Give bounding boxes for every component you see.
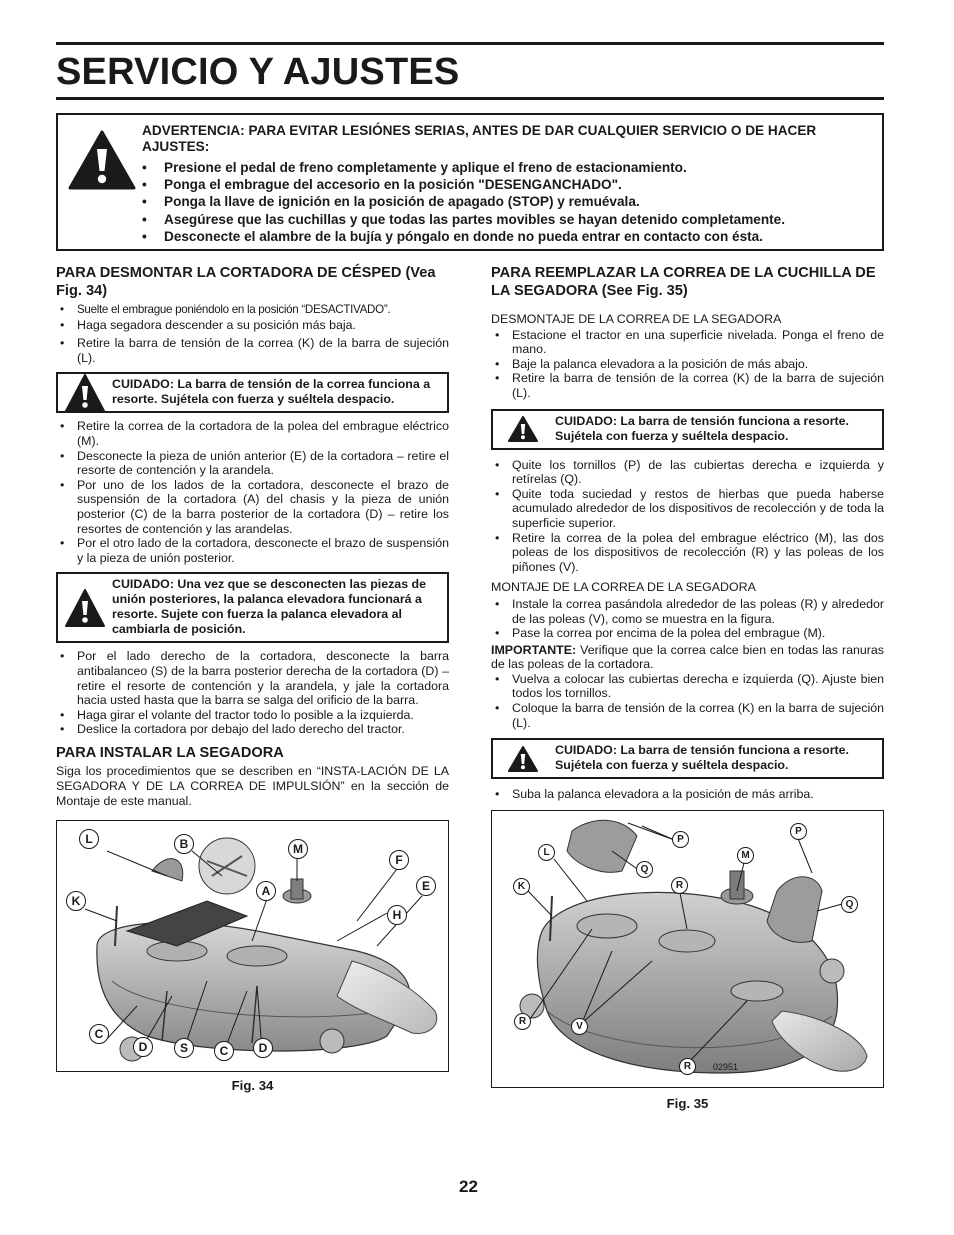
list-item: • Baje la palanca elevadora a la posición de más abajo. — [495, 356, 809, 371]
list-item: • Suba la palanca elevadora a la posición de más arriba. — [495, 787, 814, 802]
warning-triangle-icon — [507, 745, 539, 773]
callout-P: P — [672, 831, 689, 848]
list-item: • Coloque la barra de tensión de la correa (K) en la barra de sujeción (L). — [495, 701, 884, 730]
figure-35 — [491, 810, 884, 1088]
list-item: • Por el otro lado de la cortadora, desconecte el brazo de suspensión y la pieza de unión posterior. — [60, 536, 449, 565]
list-item-text: Suelte el embrague poniéndolo en la posición “DESACTIVADO”. — [77, 303, 391, 316]
important-text: Verifique que la correa calce bien en todas las ranuras de las poleas de la cortadora. — [491, 642, 884, 672]
warning-box — [56, 113, 884, 251]
callout-F: F — [389, 850, 409, 870]
list-item: • Deslice la cortadora por debajo del lado derecho del tractor. — [60, 722, 405, 737]
mounting-steps-list-2 — [491, 672, 884, 730]
callout-S: S — [174, 1038, 194, 1058]
page-number: 22 — [459, 1177, 478, 1196]
removal-steps-list-2 — [491, 458, 884, 575]
list-item-text: Asegúrese que las cuchillas y que todas las partes movibles se hayan detenido completamente. — [164, 211, 786, 227]
list-item: • Desconecte el alambre de la bujía y póngalo en donde no pueda entrar en contacto con ésta. — [142, 228, 764, 244]
list-item: • Quite toda suciedad y restos de hierbas que pueda haberse acumulado alrededor de los dispositivos de recolección y de toda la superficie superior. — [495, 486, 884, 530]
list-item: • Retire la barra de tensión de la correa (K) de la barra de sujeción (L). — [495, 371, 884, 400]
figure-35-caption: Fig. 35 — [666, 1095, 709, 1111]
list-item-text: Retire la correa de la polea del embrague eléctrico (M), las dos poleas de los dispositivos de recolección (R) y las poleas de los piñones (V). — [512, 530, 884, 574]
list-item: • Asegúrese que las cuchillas y que todas las partes movibles se hayan detenido completamente. — [142, 211, 786, 227]
list-item: • Haga segadora descender a su posición más baja. — [60, 317, 356, 332]
list-item: • Pase la correa por encima de la polea del embrague (M). — [495, 626, 826, 641]
callout-D: D — [133, 1037, 153, 1057]
caution-box — [491, 738, 884, 779]
replace-belt-heading: PARA REEMPLAZAR LA CORREA DE LA CUCHILLA DE LA SEGADORA (See Fig. 35) — [491, 265, 876, 299]
list-item: • Quite los tornillos (P) de las cubiertas derecha e izquierda y retírelas (Q). — [495, 457, 884, 487]
callout-B: B — [174, 834, 194, 854]
remove-steps-list-1 — [56, 303, 449, 365]
callout-V: V — [571, 1018, 588, 1035]
callout-R: R — [514, 1013, 531, 1030]
list-item: • Haga girar el volante del tractor todo lo posible a la izquierda. — [60, 707, 414, 722]
right-column — [491, 265, 884, 1111]
callout-M: M — [737, 847, 754, 864]
list-item: • Retire la correa de la cortadora de la polea del embrague eléctrico (M). — [60, 419, 449, 448]
list-item: • Estacione el tractor en una superficie nivelada. Ponga el freno de mano. — [495, 327, 884, 357]
warning-triangle-icon — [507, 415, 539, 443]
removal-steps-list-1 — [491, 328, 884, 401]
remove-mower-heading: PARA DESMONTAR LA CORTADORA DE CÉSPED (Vea Fig. 34) — [56, 265, 436, 299]
list-item-text: Por uno de los lados de la cortadora, desconecte el brazo de suspensión de la cortadora (A) del chasis y la pieza de unión posterior (C) de la barra posterior de la cortadora (D) – retire los resortes de contención y las arandelas. — [77, 477, 449, 536]
callout-P: P — [790, 823, 807, 840]
left-column — [56, 265, 449, 1094]
figure-34-caption: Fig. 34 — [231, 1078, 274, 1094]
callout-M: M — [288, 839, 308, 859]
list-item-text: Retire la barra de tensión de la correa (K) de la barra de sujeción (L). — [77, 336, 449, 365]
list-item-text: Coloque la barra de tensión de la correa (K) en la barra de sujeción (L). — [512, 701, 884, 730]
list-item: • Desconecte la pieza de unión anterior (E) de la cortadora – retire el resorte de contención y la arandela. — [60, 448, 449, 478]
final-steps-list — [491, 787, 884, 802]
caution-text: CUIDADO: Una vez que se desconecten las piezas de unión posteriores, la palanca elevadora funcionará a resorte. Sujete con fuerza la palanca elevadora al cambiarla de posición. — [112, 577, 426, 637]
mounting-subheading: MONTAJE DE LA CORREA DE LA SEGADORA — [491, 580, 756, 595]
page-title: SERVICIO Y AJUSTES — [56, 51, 460, 93]
warning-triangle-icon — [64, 373, 106, 413]
callout-Q: Q — [841, 896, 858, 913]
callout-K: K — [513, 878, 530, 895]
list-item-text: Ponga la llave de ignición en la posición de apagado (STOP) y remuévala. — [164, 194, 640, 210]
caution-box — [56, 372, 449, 413]
removal-subheading: DESMONTAJE DE LA CORREA DE LA SEGADORA — [491, 312, 782, 326]
figure-34 — [56, 820, 449, 1072]
list-item-text: Vuelva a colocar las cubiertas derecha e izquierda (Q). Ajuste bien todos los tornillos. — [512, 671, 884, 701]
figure-code: 02951 — [713, 1061, 739, 1072]
callout-R: R — [679, 1058, 696, 1075]
warning-triangle-icon — [64, 588, 106, 628]
caution-text: CUIDADO: La barra de tensión funciona a resorte. Sujétela con fuerza y suéltela despacio. — [555, 413, 849, 443]
list-item-text: Desconecte la pieza de unión anterior (E) de la cortadora – retire el resorte de contención y la arandela. — [77, 448, 449, 478]
important-label: IMPORTANTE: — [491, 642, 577, 657]
callout-C: C — [89, 1024, 109, 1044]
warning-list — [142, 159, 876, 245]
caution-text: CUIDADO: La barra de tensión funciona a resorte. Sujétela con fuerza y suéltela despacio. — [555, 743, 849, 773]
list-item-text: Haga segadora descender a su posición más baja. — [77, 317, 356, 332]
caution-text: CUIDADO: La barra de tensión de la correa funciona a resorte. Sujétela con fuerza y suéltela despacio. — [112, 377, 431, 407]
warning-triangle-icon — [68, 129, 136, 191]
list-item: • Ponga el embrague del accesorio en la posición "DESENGANCHADO". — [142, 177, 622, 193]
list-item-text: Quite toda suciedad y restos de hierbas que pueda haberse acumulado alrededor de los dispositivos de recolección y de toda la superficie superior. — [512, 486, 884, 530]
callout-R: R — [671, 877, 688, 894]
list-item-text: Retire la correa de la cortadora de la polea del embrague eléctrico (M). — [77, 419, 449, 448]
remove-steps-list-3 — [56, 649, 449, 737]
title-underline — [56, 97, 884, 100]
list-item-text: Presione el pedal de freno completamente y aplique el freno de estacionamiento. — [164, 160, 687, 175]
list-item: • Por el lado derecho de la cortadora, desconecte la barra antibalanceo (S) de la barra posterior derecha de la cortadora (D) – retire el resorte de contención y la arandela, y jale la cortadora hacia usted hasta que la barra se salga del orificio de la barra. — [60, 649, 449, 708]
mounting-steps-list-1 — [491, 597, 884, 641]
callout-L: L — [79, 829, 99, 849]
list-item: • Suelte el embrague poniéndolo en la posición “DESACTIVADO”. — [60, 303, 391, 316]
list-item-text: Suba la palanca elevadora a la posición de más arriba. — [512, 787, 814, 802]
important-note — [491, 643, 884, 672]
list-item-text: Retire la barra de tensión de la correa (K) de la barra de sujeción (L). — [512, 371, 884, 400]
callout-E: E — [416, 876, 436, 896]
list-item-text: Estacione el tractor en una superficie nivelada. Ponga el freno de mano. — [512, 327, 884, 357]
list-item: • Ponga la llave de ignición en la posición de apagado (STOP) y remuévala. — [142, 194, 640, 210]
list-item-text: Instale la correa pasándola alrededor de las poleas (R) y alrededor de las poleas (V), como se muestra en la figura. — [512, 596, 884, 626]
top-rule — [56, 42, 884, 45]
list-item-text: Por el lado derecho de la cortadora, desconecte la barra antibalanceo (S) de la barra posterior derecha de la cortadora (D) – retire el resorte de contención y la arandela, y jale la cortadora hacia usted hasta que la barra se salga del orificio de la barra. — [77, 649, 449, 708]
list-item-text: Por el otro lado de la cortadora, desconecte el brazo de suspensión y la pieza de unión posterior. — [77, 536, 449, 565]
install-mower-heading: PARA INSTALAR LA SEGADORA — [56, 744, 284, 761]
list-item: • Retire la barra de tensión de la correa (K) de la barra de sujeción (L). — [60, 336, 449, 365]
callout-K: K — [66, 891, 86, 911]
callout-H: H — [387, 905, 407, 925]
callout-D: D — [253, 1038, 273, 1058]
callout-C: C — [214, 1041, 234, 1061]
callout-A: A — [256, 881, 276, 901]
list-item-text: Deslice la cortadora por debajo del lado derecho del tractor. — [77, 722, 405, 737]
list-item-text: Haga girar el volante del tractor todo lo posible a la izquierda. — [77, 707, 414, 722]
callout-Q: Q — [636, 861, 653, 878]
list-item-text: Desconecte el alambre de la bujía y póngalo en donde no pueda entrar en contacto con ésta. — [164, 228, 764, 244]
list-item: • Por uno de los lados de la cortadora, desconecte el brazo de suspensión de la cortadora (A) del chasis y la pieza de unión posterior (C) de la barra posterior de la cortadora (D) – retire los resortes de contención y las arandelas. — [60, 477, 449, 536]
list-item-text: Pase la correa por encima de la polea del embrague (M). — [512, 626, 826, 641]
list-item-text: Baje la palanca elevadora a la posición de más abajo. — [512, 356, 809, 371]
remove-steps-list-2 — [56, 419, 449, 565]
list-item-text: Ponga el embrague del accesorio en la posición "DESENGANCHADO". — [164, 177, 622, 193]
list-item: • Retire la correa de la polea del embrague eléctrico (M), las dos poleas de los dispositivos de recolección (R) y las poleas de los piñones (V). — [495, 530, 884, 574]
list-item: • Vuelva a colocar las cubiertas derecha e izquierda (Q). Ajuste bien todos los tornillos. — [495, 671, 884, 701]
callout-L: L — [538, 844, 555, 861]
list-item: • Instale la correa pasándola alrededor de las poleas (R) y alrededor de las poleas (V), como se muestra en la figura. — [495, 596, 884, 626]
warning-heading: ADVERTENCIA: PARA EVITAR LESIÓNES SERIAS, ANTES DE DAR CUALQUIER SERVICIO O DE HACER AJUSTES: — [142, 123, 817, 154]
install-text: Siga los procedimientos que se describen en “INSTA-LACIÓN DE LA SEGADORA Y DE LA CORREA DE IMPULSIÓN” en la sección de Montaje de este manual. — [56, 764, 449, 808]
caution-box — [491, 409, 884, 450]
warning-content — [142, 123, 876, 245]
list-item: • Presione el pedal de freno completamente y aplique el freno de estacionamiento. — [142, 160, 687, 175]
caution-box — [56, 572, 449, 643]
list-item-text: Quite los tornillos (P) de las cubiertas derecha e izquierda y retírelas (Q). — [512, 457, 884, 487]
